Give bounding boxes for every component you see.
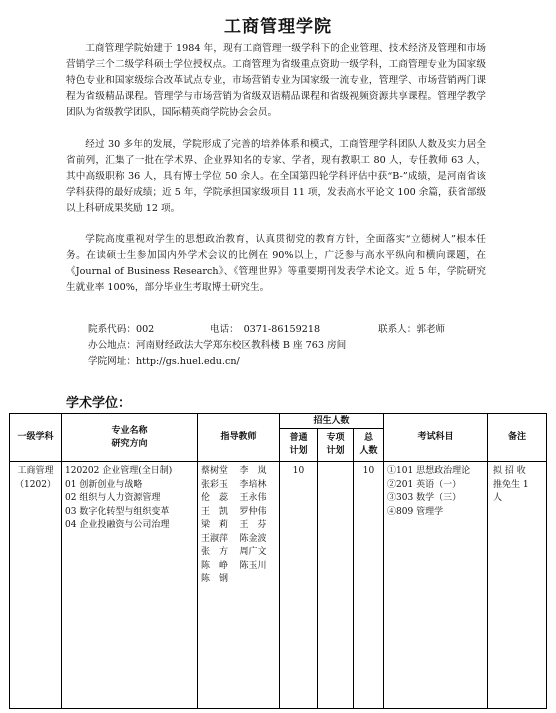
supervisor-name: 陈 峥 <box>201 560 229 571</box>
remark-line: 人 <box>493 493 503 503</box>
remark-line: 推免生 1 <box>493 479 529 490</box>
degree-table <box>9 413 547 709</box>
cell-general-plan: 10 <box>280 462 318 709</box>
cell-total: 10 <box>354 462 384 709</box>
table-row <box>10 462 547 709</box>
header-exam-subjects: 考试科目 <box>384 414 488 462</box>
exam-subject: ①101 思想政治理论 <box>387 466 471 476</box>
direction-item: 04 企业投融资与公司治理 <box>65 520 170 530</box>
discipline-code: （1202） <box>15 479 56 490</box>
header-major-name: 专业名称 <box>111 425 148 436</box>
supervisor-name: 陈玉川 <box>239 560 267 571</box>
intro-paragraph-3: 学院高度重视对学生的思想政治教育，认真贯彻党的教育方针，全面落实“立德树人”根本任务。在读硕士生参加国内外学术会议的比例在 90%以上，广泛参与高水平纵向和横向课题，在《Journal of Business Research》、《管理世界》等重要期刊发表学术论文。近 5 年，学院研究生就业率 100%，部分毕业生考取博士研究生。 <box>66 234 486 293</box>
header-supervisors: 指导教师 <box>198 414 280 462</box>
header-first-discipline: 一级学科 <box>10 414 62 462</box>
intro-paragraph-2: 经过 30 多年的发展，学院形成了完善的培养体系和模式，工商管理学科团队人数及实力居全省前列，汇集了一批在学术界、企业界知名的专家、学者，现有教职工 80 人，专任教师 63 人，其中高级职称 36 人，具有博士学位 50 余人。在全国第四轮学科评估中获“B-”成绩，是河南省该学科获得的最好成绩；近 5 年，学院承担国家级项目 11 项，发表高水平论文 100 余篇，获省部级以上科研成果奖励 12 项。 <box>66 139 486 214</box>
supervisor-name: 李培林 <box>239 479 267 490</box>
direction-item: 01 创新创业与战略 <box>65 479 143 490</box>
supervisor-name: 李 岚 <box>239 466 267 476</box>
major-name: 120202 企业管理(全日制) <box>65 466 173 476</box>
direction-item: 02 组织与人力资源管理 <box>65 493 161 503</box>
supervisor-name: 梁 莉 <box>201 520 229 530</box>
supervisor-name: 张 方 <box>201 547 229 557</box>
supervisor-name: 张彩玉 <box>201 479 229 490</box>
cell-discipline <box>10 462 62 709</box>
supervisor-name: 王淑萍 <box>201 533 229 544</box>
contact-phone: 电话： 0371-86159218 <box>210 324 321 335</box>
discipline-name: 工商管理 <box>17 466 54 476</box>
supervisor-name: 周广文 <box>239 547 267 557</box>
remark-line: 拟 招 收 <box>493 466 526 476</box>
section-title: 学术学位： <box>66 396 132 411</box>
supervisor-name: 王 芬 <box>239 520 267 530</box>
supervisor-name: 王永伟 <box>239 493 267 503</box>
college-website[interactable]: 学院网址：http://gs.huel.edu.cn/ <box>88 356 240 367</box>
exam-subject: ④809 管理学 <box>387 506 444 517</box>
cell-major <box>62 462 198 709</box>
department-code: 院系代码：002 <box>88 324 155 335</box>
exam-subject: ③303 数学（三） <box>387 493 462 503</box>
cell-remarks <box>488 462 547 709</box>
header-research-direction: 研究方向 <box>111 438 148 449</box>
supervisor-name: 罗仲伟 <box>239 506 267 517</box>
header-total: 总 人数 <box>354 429 384 462</box>
intro-paragraph-1: 工商管理学院始建于 1984 年，现有工商管理一级学科下的企业管理、技术经济及管理和市场营销学三个二级学科硕士学位授权点。工商管理为省级重点资助一级学科，工商管理专业为国家级特色专业和国家级综合改革试点专业，市场营销专业为国家级一流专业，管理学、市场营销两门课程为省级精品课程。管理学与市场营销为省级双语精品课程和省级视频资源共享课程。管理学教学团队为省级教学团队，国际精英商学院协会会员。 <box>66 43 486 118</box>
supervisor-name: 蔡树堂 <box>201 466 229 476</box>
cell-special-plan <box>318 462 354 709</box>
contact-person: 联系人：郭老师 <box>378 324 446 335</box>
exam-subject: ②201 英语（一） <box>387 479 462 490</box>
contact-line-1 <box>88 322 508 338</box>
header-general-plan: 普通 计划 <box>280 429 318 462</box>
office-address: 办公地点：河南财经政法大学郑东校区教科楼 B 座 763 房间 <box>88 340 347 351</box>
page-title: 工商管理学院 <box>224 17 332 37</box>
supervisor-name: 王 凯 <box>201 506 229 517</box>
direction-item: 03 数字化转型与组织变革 <box>65 506 170 517</box>
supervisor-name: 陈 钢 <box>201 574 229 584</box>
header-remarks: 备注 <box>488 414 547 462</box>
header-enrollment: 招生人数 <box>280 414 384 429</box>
header-special-plan: 专项 计划 <box>318 429 354 462</box>
cell-exam-subjects <box>384 462 488 709</box>
supervisor-name: 陈金波 <box>239 533 267 544</box>
cell-supervisors <box>198 462 280 709</box>
supervisor-name: 伦 蕊 <box>201 493 229 503</box>
header-major <box>62 414 198 462</box>
